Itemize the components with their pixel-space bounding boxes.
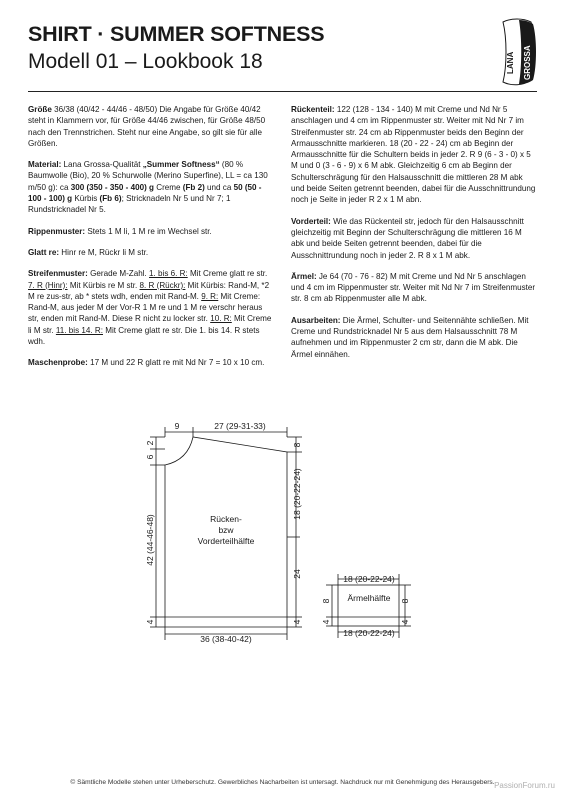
- stripe-pattern-paragraph: Streifenmuster: Gerade M-Zahl. 1. bis 6. R: Mit Creme glatt re str. 7. R (Hinr): Mit Kürbis re M str. 8. R (Rückr): Mit Kürbis: Rand-M, *2 M re zus-str, ab * stets wdh, enden mit Rand-M. 9. R: Mit Creme: Rand-M, aus jeder M der Vor-R 1 M re und 1 M re verschr heraus str, enden mit Rand-M. Diese R nicht zu locker str. 10. R: Mit Creme li M str. 11. bis 14. R: Mit Creme glatt re str. Die 1. bis 14. R stets wdh.: [28, 269, 272, 347]
- page-subtitle: Modell 01 – Lookbook 18: [28, 50, 263, 73]
- dim-left-rib: 4: [145, 619, 155, 625]
- copyright-footer: © Sämtliche Modelle stehen unter Urheberschutz. Gewerbliches Nacharbeiten ist untersagt. Nachdruck nur mit Genehmigung des Herausgebers.: [70, 779, 495, 786]
- stockinette-paragraph: Glatt re: Hinr re M, Rückr li M str.: [28, 247, 149, 257]
- dim-right-rib: 4: [292, 619, 302, 625]
- sleeve-label: Ärmelhälfte: [347, 593, 391, 603]
- sleeve-paragraph: Ärmel: Je 64 (70 - 76 - 82) M mit Creme und Nd Nr 5 anschlagen und 4 cm im Rippenmuster str. Weiter mit Nd Nr 7 im Streifenmuster str. 8 cm ab Rippenmuster alle M abk.: [291, 271, 536, 304]
- watermark: PassionForum.ru: [494, 781, 555, 790]
- size-paragraph: Größe 36/38 (40/42 - 44/46 - 48/50) Die Angabe für Größe 40/42 steht in Klammern vor, für Größe 44/46 zwischen, für Größe 48/50 nach den Trennstrichen. Steht nur eine Angabe, so gilt sie für alle Größen.: [28, 105, 266, 148]
- page-title: SHIRT · SUMMER SOFTNESS: [28, 22, 325, 46]
- dim-left-neck-b: 2: [145, 440, 155, 446]
- dim-right-armhole: 18 (20-22-24): [292, 468, 302, 520]
- sleeve-outline: [338, 585, 399, 626]
- front-piece-paragraph: Vorderteil: Wie das Rückenteil str, jedoch für den Halsausschnitt gleichzeitig mit Beginn der Schulterschrägung die mittleren 16 M abk und beide Seiten getrennt beenden, dabei für die Ausschnittrundung noch in jeder 2. R 8 x 1 M abk.: [291, 216, 524, 260]
- body-label-line2: bzw: [218, 525, 234, 535]
- back-piece-paragraph: Rückenteil: 122 (128 - 134 - 140) M mit Creme und Nd Nr 5 anschlagen und 4 cm im Rippenmuster str. Weiter mit Nd Nr 7 im Streifenmuster str. 24 cm ab Rippenmuster beids den Beginn der Armausschnitte markieren. 18 (20 - 22 - 24) cm ab Beginn der Armausschnitte für die Schultern beids in jeder 2. R 9 (6 - 3 - 0) x 5 M und 0 (3 - 6 - 9) x 6 M abk. Gleichzeitig 6 cm ab Beginn der Schulterschrägung für den Halsausschnitt die mittleren 28 M abk und beide Seiten getrennt beenden, dabei für die Ausschnittrundung noch je Seite in jeder R 2 x 1 M abn.: [291, 105, 536, 205]
- body-label-line3: Vorderteilhälfte: [197, 536, 255, 546]
- dim-top-neck: 9: [174, 421, 180, 431]
- sleeve-dim-left-8: 8: [321, 598, 331, 604]
- svg-text:GROSSA: GROSSA: [523, 45, 532, 80]
- sleeve-dim-top: 18 (20-22-24): [343, 574, 395, 584]
- sleeve-dim-bottom: 18 (20-22-24): [343, 628, 395, 638]
- dim-right-slope: 8: [292, 442, 302, 448]
- finishing-paragraph: Ausarbeiten: Die Ärmel, Schulter- und Seitennähte schließen. Mit Creme und Rundstricknadel Nr 5 aus dem Halsausschnitt 78 M aufnehmen und im Rippenmuster 2 cm str, dann die M abk. Die Ärmel einnähen.: [291, 315, 529, 359]
- sleeve-dim-right-8: 8: [400, 598, 410, 604]
- dim-left-total: 42 (44-46-48): [145, 514, 155, 566]
- material-paragraph: Material: Lana Grossa-Qualität „Summer Softness“ (80 % Baumwolle (Bio), 20 % Schurwolle (Merino Superfine), LL = ca 130 m/50 g): ca 300 (350 - 350 - 400) g Creme (Fb 2) und ca 50 (50 - 100 - 100) g Kürbis (Fb 6); Stricknadeln Nr 5 und Nr 7; 1 Rundstricknadel Nr 5.: [28, 160, 268, 215]
- dim-bottom-width: 36 (38-40-42): [200, 634, 252, 644]
- sleeve-dim-right-4: 4: [400, 619, 410, 625]
- body-label-line1: Rücken-: [210, 514, 242, 524]
- svg-text:LANA: LANA: [506, 51, 515, 74]
- rib-pattern-paragraph: Rippenmuster: Stets 1 M li, 1 M re im Wechsel str.: [28, 226, 212, 236]
- dim-top-shoulder: 27 (29-31-33): [214, 421, 266, 431]
- dim-right-body: 24: [292, 569, 302, 579]
- gauge-paragraph: Maschenprobe: 17 M und 22 R glatt re mit Nd Nr 7 = 10 x 10 cm.: [28, 358, 265, 368]
- sleeve-dim-left-4: 4: [321, 619, 331, 625]
- dim-left-neck-a: 6: [145, 454, 155, 460]
